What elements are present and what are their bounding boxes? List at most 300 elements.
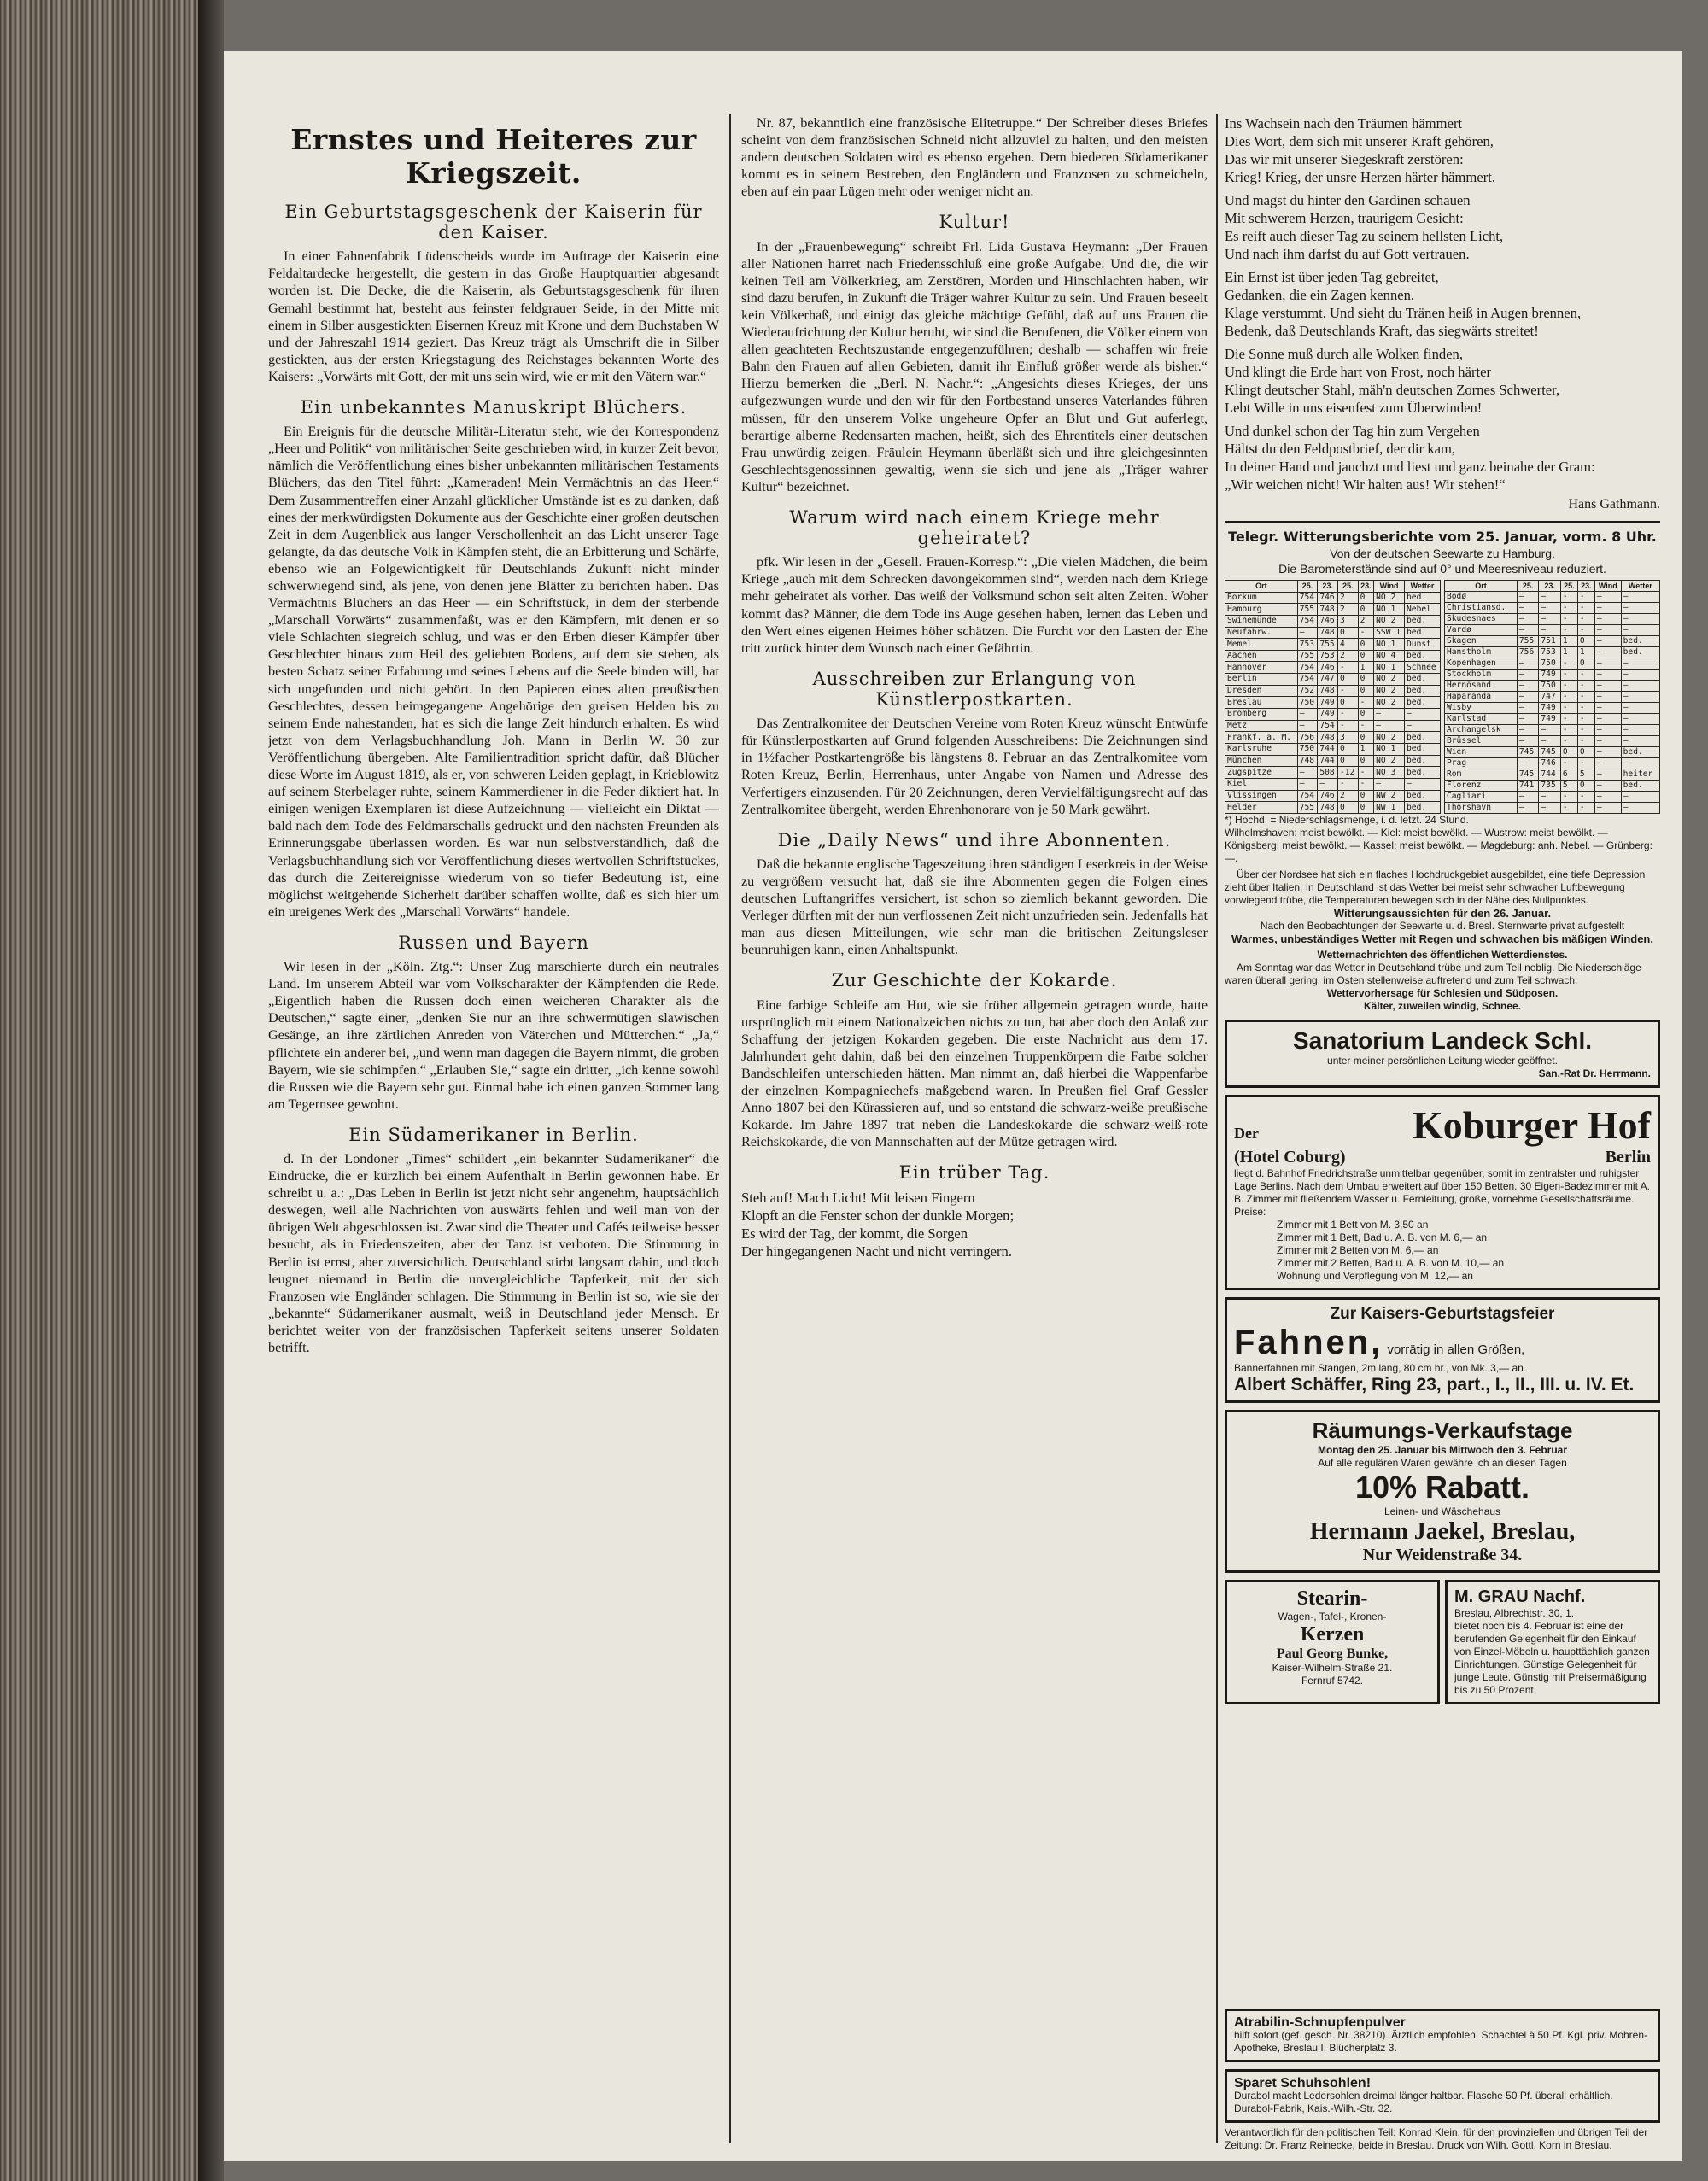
- weather-cell: -: [1560, 603, 1577, 614]
- weather-cell: 749: [1539, 714, 1561, 725]
- weather-header-cell: Wind: [1374, 581, 1405, 593]
- weather-cell: NO 2: [1374, 592, 1405, 604]
- weather-cell: —: [1621, 592, 1659, 603]
- weather-cell: Haparanda: [1445, 692, 1518, 703]
- column-2: [741, 114, 1208, 2143]
- weather-row: [1225, 674, 1441, 686]
- weather-cell: —: [1621, 736, 1659, 747]
- weather-cell: Skagen: [1445, 636, 1518, 647]
- weather-cell: Swinemünde: [1225, 615, 1298, 627]
- ad-price: Wohnung und Verpflegung von M. 12,— an: [1277, 1270, 1473, 1282]
- ad-koburger-hof: [1225, 1095, 1660, 1290]
- weather-cell: 745: [1517, 769, 1539, 781]
- weather-cell: —: [1594, 603, 1621, 614]
- weather-cell: —: [1539, 803, 1561, 814]
- weather-cell: 0: [1358, 755, 1374, 767]
- weather-header-row: [1445, 581, 1660, 592]
- weather-cell: 747: [1318, 674, 1338, 686]
- poem-line: Klingt deutscher Stahl, mäh'n deutschen Zornes Schwerter,: [1225, 382, 1560, 398]
- weather-cell: 0: [1338, 743, 1359, 755]
- ad-subheader: [1234, 1148, 1651, 1167]
- weather-cell: 750: [1297, 697, 1318, 709]
- ad-schuhsohlen: [1225, 2069, 1660, 2123]
- article: [268, 1125, 719, 1356]
- weather-row: [1445, 625, 1660, 636]
- weather-cell: —: [1517, 703, 1539, 714]
- article-body: Daß die bekannte englische Tageszeitung ihren ständigen Leserkreis in der Weise zu vergrößern versucht hat, daß sie ihre Abonnenten gegen die Folgen eines deutschen Luftangriffes versichert, ist schon so ziemlich bekannt geworden. Die Verleger dürften mit der nun verflossenen Zeit nicht unzufrieden sein. Jedenfalls hat man aus diesen Mitteilungen, wie sehr man die britischen Zeitungsleser beunruhigen kann, einen Anhaltspunkt.: [741, 856, 1208, 958]
- weather-cell: Karlstad: [1445, 714, 1518, 725]
- weather-cell: bed.: [1621, 747, 1659, 758]
- weather-cell: —: [1594, 625, 1621, 636]
- ad-price: Zimmer mit 2 Betten von M. 6,— an: [1277, 1244, 1439, 1256]
- poem-line: Das wir mit unserer Siegeskraft zerstören:: [1225, 151, 1464, 167]
- weather-cell: 750: [1539, 658, 1561, 670]
- weather-row: [1445, 769, 1660, 781]
- poem-line: Dies Wort, dem sich mit unserer Kraft gehören,: [1225, 133, 1494, 149]
- poem-line: Ins Wachsein nach den Träumen hämmert: [1225, 115, 1463, 132]
- weather-cell: -: [1560, 703, 1577, 714]
- weather-row: [1225, 592, 1441, 604]
- weather-cell: 0: [1358, 639, 1374, 651]
- weather-cell: —: [1621, 692, 1659, 703]
- weather-cell: -: [1560, 714, 1577, 725]
- weather-cell: bed.: [1405, 755, 1441, 767]
- page-footer: [1225, 2009, 1660, 2152]
- weather-row: [1445, 692, 1660, 703]
- weather-cell: -: [1560, 625, 1577, 636]
- weather-header-row: [1225, 581, 1441, 593]
- weather-cell: bed.: [1405, 697, 1441, 709]
- weather-cell: 746: [1539, 758, 1561, 769]
- weather-cell: NO 2: [1374, 732, 1405, 744]
- weather-cell: Hanstholm: [1445, 647, 1518, 658]
- page-gutter: [198, 0, 224, 2181]
- weather-cell: 0: [1577, 658, 1594, 670]
- poem-line: Die Sonne muß durch alle Wolken finden,: [1225, 346, 1464, 362]
- weather-cell: —: [1539, 725, 1561, 736]
- public-weather-text: Am Sonntag war das Wetter in Deutschland trübe und zum Teil neblig. Die Niederschläge waren überall gering, im Osten stellenweise auftretend und zum Teil schwach.: [1225, 962, 1641, 986]
- weather-cell: 0: [1338, 674, 1359, 686]
- weather-cell: NO 2: [1374, 674, 1405, 686]
- weather-cell: —: [1594, 658, 1621, 670]
- weather-cell: 0: [1358, 650, 1374, 662]
- weather-cell: 0: [1358, 709, 1374, 721]
- article-continuation: Nr. 87, bekanntlich eine französische Elitetruppe.“ Der Schreiber dieses Briefes scheint von dem französischen Schneid nicht allzuviel zu halten, und den meisten andern deutschen Soldaten wird es ebenso ergehen. Dem biederen Südamerikaner kommt es in seinem Bestreben, den Engländern und Franzosen zu schmeicheln, eben auf ein paar Lügen mehr oder weniger nicht an.: [741, 115, 1208, 200]
- weather-cell: 755: [1297, 604, 1318, 616]
- weather-cell: 744: [1318, 755, 1338, 767]
- weather-cell: Aachen: [1225, 650, 1298, 662]
- weather-cell: -: [1338, 778, 1359, 790]
- weather-cell: Wien: [1445, 747, 1518, 758]
- weather-cell: —: [1517, 792, 1539, 803]
- poem-title: Ein trüber Tag.: [898, 1162, 1050, 1184]
- weather-cell: 0: [1577, 781, 1594, 792]
- weather-cell: Florenz: [1445, 781, 1518, 792]
- weather-cell: -: [1577, 692, 1594, 703]
- weather-cell: heiter: [1621, 769, 1659, 781]
- weather-cell: —: [1405, 709, 1441, 721]
- weather-header-cell: Wetter: [1405, 581, 1441, 593]
- weather-cell: 0: [1338, 627, 1359, 639]
- weather-row: [1225, 720, 1441, 732]
- weather-cell: Karlsruhe: [1225, 743, 1298, 755]
- column-rule: [1216, 114, 1218, 2143]
- ad-text: liegt d. Bahnhof Friedrichstraße unmittelbar gegenüber, somit im zentralster und ruhigster Lage Berlins. Nach dem Umbau erweitert auf über 150 Betten. 30 Eigen-Badezimmer mit A. B. Zimmer mit fließendem Wasser u. Fernleitung, große, vornehme Gesellschaftsräume.: [1234, 1167, 1650, 1205]
- weather-cell: 748: [1318, 685, 1338, 697]
- weather-note: Die Barometerstände sind auf 0° und Meeresniveau reduziert.: [1278, 562, 1606, 576]
- weather-cell: Kiel: [1225, 778, 1298, 790]
- weather-header-cell: 25.: [1338, 581, 1359, 593]
- weather-cell: 749: [1539, 670, 1561, 681]
- weather-cell: —: [1594, 681, 1621, 692]
- column-1: [268, 114, 719, 2143]
- weather-row: [1225, 755, 1441, 767]
- weather-row: [1225, 662, 1441, 674]
- weather-cell: -: [1560, 692, 1577, 703]
- ad-line: Auf alle regulären Waren gewähre ich an diesen Tagen: [1318, 1457, 1567, 1469]
- weather-cell: 0: [1358, 732, 1374, 744]
- ad-title: Sanatorium Landeck Schl.: [1292, 1027, 1593, 1054]
- weather-cell: Memel: [1225, 639, 1298, 651]
- weather-cell: 6: [1560, 769, 1577, 781]
- weather-cell: 745: [1517, 747, 1539, 758]
- poem-line: Krieg! Krieg, der unsre Herzen härter hämmert.: [1225, 169, 1495, 185]
- weather-cell: 1: [1358, 662, 1374, 674]
- weather-row: [1225, 650, 1441, 662]
- weather-cell: —: [1517, 625, 1539, 636]
- forecast-source: Nach den Beobachtungen der Seewarte u. d. Bresl. Sternwarte privat aufgestellt: [1260, 920, 1625, 932]
- weather-cell: 753: [1318, 650, 1338, 662]
- ad-pre: Wagen-, Tafel-, Kronen-: [1278, 1611, 1387, 1623]
- weather-cell: -: [1577, 681, 1594, 692]
- weather-cell: -: [1577, 614, 1594, 625]
- article-title: Ausschreiben zur Erlangung von Künstlerpostkarten.: [812, 668, 1137, 710]
- weather-cell: —: [1594, 714, 1621, 725]
- weather-row: [1225, 604, 1441, 616]
- poem-signature: Hans Gathmann.: [1568, 497, 1660, 512]
- weather-cell: 746: [1318, 790, 1338, 802]
- ad-address: Kaiser-Wilhelm-Straße 21.: [1272, 1662, 1393, 1674]
- weather-row: [1225, 767, 1441, 779]
- weather-cell: —: [1374, 709, 1405, 721]
- weather-cell: Kopenhagen: [1445, 658, 1518, 670]
- weather-cell: bed.: [1405, 650, 1441, 662]
- weather-cell: -: [1338, 685, 1359, 697]
- weather-cell: bed.: [1405, 674, 1441, 686]
- weather-cell: -: [1577, 725, 1594, 736]
- weather-cell: bed.: [1405, 743, 1441, 755]
- weather-header-cell: Wetter: [1621, 581, 1659, 592]
- weather-row: [1445, 758, 1660, 769]
- weather-row: [1445, 603, 1660, 614]
- article-body: Ein Ereignis für die deutsche Militär-Literatur steht, wie der Korrespondenz „Heer und Politik“ von militärischer Seite geschrieben wird, in kurzer Zeit bevor, nämlich die Veröffentlichung eines bisher unbekannten militärischen Testaments Blüchers, das den Titel führt: „Kameraden! Mein Vermächtnis an das Heer.“ Dem Zusammentreffen einer Anzahl glücklicher Umstände ist es zu danken, daß eines der merkwürdigsten Dokumente aus der Geschichte einer großen deutschen Zeit in dem Augenblick aus langer Verschollenheit an das Licht unserer Tage gelangte, da das deutsche Volk in Kämpfen steht, die an Erbitterung und Schärfe, ebenso wie an Folgewichtigkeit für Deutschlands Zukunft nicht minder schwerwiegend sind, als jene, von denen jene Blätter zu berichten haben. Das Vermächtnis Blüchers an das Heer — ein Schriftstück, in dem der sterbende „Marschall Vorwärts“ zusammenfaßt, was er den Kämpfern, mit denen er so viele Schlachten siegreich schlug, und was er den Erben dieser Kämpfer über Geschlechter hinaus zum Heil des geliebten Bodens, auf dem sie stehen, als besten Schatz seiner Erfahrung und seines Lebens auf die Seele binden will, hat sich ungefunden und nicht gehört. In den Papieren eines alten preußischen Geschlechtes, dessen heimgegangene Angehörige den greisen Helden bis zu seinem Ende nahestanden, hat es sich die lange Zeit hindurch erhalten. Es wird jetzt von dem Verlagsbuchhandlung Joh. Mann in Berlin W. 30 zur Veröffentlichung übergeben. Alte Familientradition spricht dafür, daß Blücher diese Worte im August 1819, als er, von schweren Leiden geplagt, in Krieblowitz auf seinem Sterbelager ruhte, seinem Kammerdiener in die Feder diktiert hat. In einigen wenigen Exemplaren ist diese Aufzeichnung — vielleicht ein Diktat — bald nach dem Tode des Feldmarschalls gedruckt und den nächsten Freunden als Erinnerungsgabe überlassen worden. Es war nun selbstverständlich, daß die Verlagsbuchhandlung sich vor Veröffentlichung dieses wertvollen Schriftstückes, das durch die Zeitereignisse wiederum von so tiefer Bedeutung ist, eine möglichst weitgehende Sicherheit darüber schaffen wollte, daß es sich hier um ein ureigenes Werk des „Marschall Vorwärts“ handele.: [268, 424, 719, 920]
- weather-tables: [1225, 580, 1660, 814]
- weather-row: [1225, 639, 1441, 651]
- weather-cell: —: [1594, 758, 1621, 769]
- ad-firm: Albert Schäffer, Ring 23, part., I., II., III. u. IV. Et.: [1234, 1375, 1635, 1395]
- ad-subtitle: (Hotel Coburg): [1234, 1148, 1346, 1167]
- weather-cell: Borkum: [1225, 592, 1298, 604]
- weather-row: [1445, 736, 1660, 747]
- weather-cell: —: [1594, 769, 1621, 781]
- weather-cell: 748: [1318, 627, 1338, 639]
- article: [741, 669, 1208, 818]
- ad-top: Zur Kaisers-Geburtstagsfeier: [1330, 1305, 1555, 1323]
- weather-cell: 750: [1297, 743, 1318, 755]
- weather-cell: Bodø: [1445, 592, 1518, 603]
- weather-cell: 2: [1338, 592, 1359, 604]
- weather-cell: —: [1539, 625, 1561, 636]
- weather-cell: 746: [1318, 662, 1338, 674]
- weather-header-cell: 25.: [1560, 581, 1577, 592]
- weather-cell: —: [1517, 736, 1539, 747]
- weather-cell: Neufahrw.: [1225, 627, 1298, 639]
- weather-cell: -: [1560, 681, 1577, 692]
- ad-header: [1234, 1102, 1651, 1148]
- weather-cell: bed.: [1405, 790, 1441, 802]
- weather-header-cell: Ort: [1225, 581, 1298, 593]
- weather-cell: Vlissingen: [1225, 790, 1298, 802]
- weather-cell: -: [1577, 592, 1594, 603]
- weather-cell: 0: [1358, 802, 1374, 814]
- weather-cell: —: [1405, 720, 1441, 732]
- weather-row: [1445, 636, 1660, 647]
- article-body: In der „Frauenbewegung“ schreibt Frl. Lida Gustava Heymann: „Der Frauen aller Nationen harret nach Friedensschluß eine große Aufgabe. Und die, die wir keinen Teil am Völkerkrieg, am Zerstören, Morden und Hinschlachten haben, wir sind dazu berufen, in Zukunft die Träger wahrer Kultur zu sein. Und Frauen beseelt kein Völkerhaß, und einigt das gleiche mächtige Gefühl, daß auf uns Frauen die Wiederaufrichtung der Kultur beruht, wir sind die Berufenen, die Völker einem von allen geachteten Rechtszustande entgegenzuführen; deshalb — schaffen wir freie Bahn den Frauen auf allen Gebieten, damit ihr Einfluß größer werde als bisher.“ Hierzu bemerken die „Berl. N. Nachr.“: „Angesichts dieses Krieges, der uns aufgezwungen wurde und den wir für den Fortbestand unseres Vaterlandes führen müssen, für den unserem Volke ungeheure Opfer an Blut und Gut auferlegt, berartige alberne Redensarten machen, heißt, sich des Ehrentitels einer deutschen Frau unwürdig zeigen. Fräulein Heymann überläßt sich und ihre gleichgesinnten Geschlechtsgenossinnen gewaltig, wenn sie sich und jene als „Träger wahrer Kultur“ bezeichnet.: [741, 238, 1208, 494]
- weather-row: [1225, 685, 1441, 697]
- weather-cell: 1: [1560, 636, 1577, 647]
- weather-cell: Breslau: [1225, 697, 1298, 709]
- weather-cell: NO 1: [1374, 662, 1405, 674]
- article-title: Die „Daily News“ und ihre Abonnenten.: [777, 829, 1172, 851]
- poem-line: Steh auf! Mach Licht! Mit leisen Fingern: [741, 1189, 975, 1206]
- weather-cell: —: [1517, 670, 1539, 681]
- ad-title: Sparet Schuhsohlen!: [1234, 2076, 1372, 2090]
- weather-cell: 747: [1539, 692, 1561, 703]
- weather-cell: NO 1: [1374, 639, 1405, 651]
- article: [741, 507, 1208, 657]
- article-body: Das Zentralkomitee der Deutschen Vereine vom Roten Kreuz wünscht Entwürfe für Künstlerpostkarten auf Grund folgenden Ausschreibens: Die Zeichnungen sind in 1½facher Postkartengröße bis längstens 8. Februar an das Zentralkomitee vom Roten Kreuz, Berlin, Herrenhaus, unter Angabe von Namen und Adresse des Verfertigers einzusenden. Für 20 Zeichnungen, deren Vervielfältigungsrecht auf das Zentralkomitee übergeht, werden Ehrenhonorare von je 50 Mark gewährt.: [741, 716, 1208, 817]
- weather-table-left: [1225, 580, 1441, 814]
- weather-cell: Metz: [1225, 720, 1298, 732]
- weather-cell: 0: [1338, 697, 1359, 709]
- weather-cell: -: [1577, 792, 1594, 803]
- weather-cell: —: [1297, 778, 1318, 790]
- poem-line: In deiner Hand und jauchzt und liest und ganz beinahe der Gram:: [1225, 459, 1595, 475]
- weather-row: [1445, 614, 1660, 625]
- weather-row: [1225, 697, 1441, 709]
- ad-firm: Paul Georg Bunke,: [1276, 1646, 1389, 1661]
- weather-cell: -: [1358, 627, 1374, 639]
- ad-tail: vorrätig in allen Größen,: [1387, 1342, 1525, 1357]
- poem-line: Gedanken, die ein Zagen kennen.: [1225, 287, 1415, 303]
- weather-cell: 749: [1539, 703, 1561, 714]
- article-body: pfk. Wir lesen in der „Gesell. Frauen-Korresp.“: „Die vielen Mädchen, die beim Kriege „auch mit dem Schrecken davongekommen sind“, werden nach dem Kriege mehr geheiratet als vorher. Das weiß der Volksmund schon seit alten Zeiten. Woher kommt das? Männer, die dem Tode ins Auge gesehen haben, lernen das Leben und den Wert eines eigenen Heimes höher schätzen. Die Furcht vor den Lasten der Ehe tritt zurück hinter dem Wunsch nach einer Gefährtin.: [741, 554, 1208, 656]
- weather-cell: —: [1517, 603, 1539, 614]
- weather-cell: —: [1621, 625, 1659, 636]
- weather-cell: 749: [1318, 709, 1338, 721]
- ad-title: Fahnen,: [1234, 1324, 1383, 1361]
- weather-cell: —: [1539, 603, 1561, 614]
- ad-headline: [1234, 1324, 1651, 1362]
- weather-cell: -: [1560, 758, 1577, 769]
- weather-cell: Frankf. a. M.: [1225, 732, 1298, 744]
- weather-cell: Dresden: [1225, 685, 1298, 697]
- column-3: [1225, 114, 1660, 2143]
- weather-cell: —: [1517, 714, 1539, 725]
- weather-cell: NO 2: [1374, 697, 1405, 709]
- weather-cell: —: [1517, 692, 1539, 703]
- poem: [741, 1162, 1208, 1260]
- weather-cell: -: [1358, 697, 1374, 709]
- weather-cell: Brüssel: [1445, 736, 1518, 747]
- weather-header-cell: Ort: [1445, 581, 1518, 592]
- weather-cell: Archangelsk: [1445, 725, 1518, 736]
- weather-cell: —: [1405, 778, 1441, 790]
- weather-header-cell: 25.: [1297, 581, 1318, 593]
- forecast-title: Witterungsaussichten für den 26. Januar.: [1333, 907, 1552, 920]
- weather-header-cell: 23.: [1577, 581, 1594, 592]
- weather-header-cell: 23.: [1539, 581, 1561, 592]
- ad-stearin: [1225, 1580, 1440, 1704]
- weather-cell: —: [1374, 778, 1405, 790]
- weather-cell: —: [1594, 736, 1621, 747]
- weather-footnote: *) Hochd. = Niederschlagsmenge, i. d. letzt. 24 Stund.: [1225, 814, 1469, 826]
- weather-cell: Cagliari: [1445, 792, 1518, 803]
- weather-cell: -: [1338, 662, 1359, 674]
- weather-cell: bed.: [1621, 636, 1659, 647]
- weather-cell: -: [1358, 767, 1374, 779]
- weather-cell: —: [1621, 603, 1659, 614]
- weather-cell: 0: [1358, 685, 1374, 697]
- ad-title: Atrabilin-Schnupfenpulver: [1234, 2015, 1406, 2030]
- weather-cell: -: [1560, 803, 1577, 814]
- forecast-text: Warmes, unbeständiges Wetter mit Regen und schwachen bis mäßigen Winden.: [1231, 933, 1653, 945]
- weather-cell: 754: [1297, 615, 1318, 627]
- article-title: Ein Südamerikaner in Berlin.: [348, 1124, 639, 1145]
- weather-row: [1445, 592, 1660, 603]
- weather-cell: 0: [1358, 592, 1374, 604]
- weather-cell: -: [1560, 658, 1577, 670]
- poem-line: Mit schwerem Herzen, traurigem Gesicht:: [1225, 210, 1464, 226]
- weather-cell: -: [1560, 592, 1577, 603]
- weather-row: [1445, 803, 1660, 814]
- weather-cell: —: [1621, 658, 1659, 670]
- weather-cell: 755: [1297, 650, 1318, 662]
- weather-cell: —: [1517, 681, 1539, 692]
- ad-title: Räumungs-Verkaufstage: [1312, 1418, 1573, 1443]
- weather-text: Über der Nordsee hat sich ein flaches Hochdruckgebiet ausgebildet, eine tiefe Depression zieht über Italien. In Deutschland ist das Wetter bei meist sehr schwacher Luftbewegung vorwiegend trübe, die Temperaturen bewegen sich in der Nähe des Nullpunktes.: [1225, 868, 1646, 906]
- weather-cell: -: [1577, 603, 1594, 614]
- ad-city: Berlin: [1605, 1148, 1651, 1167]
- article-title: Ein Geburtstagsgeschenk der Kaiserin für den Kaiser.: [284, 202, 703, 243]
- weather-cell: 741: [1517, 781, 1539, 792]
- weather-header-cell: 23.: [1358, 581, 1374, 593]
- poem-line: „Wir weichen nicht! Wir halten aus! Wir stehen!“: [1225, 477, 1506, 493]
- weather-cell: NO 2: [1374, 615, 1405, 627]
- ad-prices-label: Preise:: [1234, 1206, 1266, 1218]
- weather-cell: 3: [1338, 732, 1359, 744]
- weather-row: [1225, 615, 1441, 627]
- weather-cell: Dunst: [1405, 639, 1441, 651]
- ad-firm: Hermann Jaekel, Breslau,: [1309, 1518, 1576, 1545]
- weather-cell: —: [1621, 725, 1659, 736]
- weather-cell: bed.: [1405, 732, 1441, 744]
- weather-cell: 745: [1539, 747, 1561, 758]
- weather-cell: bed.: [1405, 685, 1441, 697]
- weather-cell: 754: [1297, 662, 1318, 674]
- weather-cell: Helder: [1225, 802, 1298, 814]
- weather-cell: —: [1594, 670, 1621, 681]
- ad-dates: Montag den 25. Januar bis Mittwoch den 3. Februar: [1317, 1444, 1568, 1456]
- ad-price: Zimmer mit 1 Bett, Bad u. A. B. von M. 6,— an: [1277, 1231, 1488, 1243]
- weather-cell: —: [1594, 592, 1621, 603]
- weather-cell: Wisby: [1445, 703, 1518, 714]
- weather-cell: bed.: [1621, 781, 1659, 792]
- ad-text: Durabol macht Ledersohlen dreimal länger haltbar. Flasche 50 Pf. überall erhältlich. Durabol-Fabrik, Kais.-Wilh.-Str. 32.: [1234, 2090, 1613, 2114]
- ad-doctor: San.-Rat Dr. Herrmann.: [1538, 1067, 1651, 1079]
- weather-cell: 744: [1318, 743, 1338, 755]
- book-spine: [0, 0, 198, 2181]
- weather-cell: 748: [1318, 732, 1338, 744]
- weather-cell: 751: [1539, 636, 1561, 647]
- weather-cell: -: [1338, 709, 1359, 721]
- weather-cell: NO 4: [1374, 650, 1405, 662]
- weather-cell: Bromberg: [1225, 709, 1298, 721]
- weather-table-right: [1444, 580, 1660, 814]
- weather-cell: Nebel: [1405, 604, 1441, 616]
- weather-cell: —: [1594, 747, 1621, 758]
- ad-title: Koburger Hof: [1413, 1103, 1651, 1147]
- weather-cell: —: [1594, 792, 1621, 803]
- weather-cell: -: [1560, 725, 1577, 736]
- weather-cell: bed.: [1405, 627, 1441, 639]
- weather-row: [1445, 792, 1660, 803]
- article-body: Wir lesen in der „Köln. Ztg.“: Unser Zug marschierte durch ein neutrales Land. Im unserem Abteil war vom Volkscharakter der Kämpfenden die Rede. „Eigentlich haben die Russen doch einen weicheren Charakter als die Deutschen,“ sagte einer, „denken Sie nur an ihre schwermütigen slawischen Gesänge, an ihre zärtlichen Anreden von Väterchen und Mütterchen.“ „Ja,“ pflichtete ein anderer bei, „und wenn man dagegen die Bayern nimmt, die groben Bayern, wie sie schimpfen.“ „Erlauben Sie,“ sagte ein dritter, „ich kenne sowohl die Russen wie die Bayern sehr gut. Einmal habe ich einen ganzen Sommer lang am Tegernsee gewohnt.: [268, 959, 719, 1112]
- section-masthead: Ernstes und Heiteres zur Kriegszeit.: [290, 123, 697, 190]
- weather-row: [1445, 647, 1660, 658]
- weather-cell: 3: [1338, 615, 1359, 627]
- regional-forecast-text: Kälter, zuweilen windig, Schnee.: [1363, 1000, 1522, 1012]
- weather-subtitle: Von der deutschen Seewarte zu Hamburg.: [1330, 547, 1555, 560]
- ad-text: bietet noch bis 4. Februar ist eine der berufenden Gelegenheit für den Einkauf von Einzel-Möbeln u. haupttächlich ganzen Einrichtungen. Günstige Gelegenheit für junge Leute. Günstig mit Preisermäßigung bis zu 50 Prozent.: [1454, 1620, 1650, 1696]
- weather-cell: —: [1374, 720, 1405, 732]
- weather-cell: 748: [1318, 802, 1338, 814]
- weather-cell: Christiansd.: [1445, 603, 1518, 614]
- regional-forecast-title: Wettervorhersage für Schlesien und Südposen.: [1326, 987, 1559, 999]
- weather-cell: Berlin: [1225, 674, 1298, 686]
- article-body: Eine farbige Schleife am Hut, wie sie früher allgemein getragen wurde, hatte ursprünglich mit einem Nationalzeichen nichts zu tun, hat aber doch den Anlaß zur Schaffung der jetzigen Kokarden gegeben. Die erste Nachricht aus dem 17. Jahrhundert geht dahin, daß bei den einzelnen Truppenkörpern die Farbe solcher Bandschleifen unterschieden hätten. Man nimmt an, daß hierbei die Wappenfarbe der einzelnen Kompagniechefs maßgebend waren. In Preußen fiel Graf Gessler Anno 1807 bei den Kürassieren auf, und so entstand die schwarz-weiße preußische Kokarde. Im Jahre 1897 trat neben die Landeskokarde die schwarz-weiß-rote Reichskokarde, die von Mannschaften auf der Mütze getragen wird.: [741, 997, 1208, 1150]
- weather-cell: 746: [1318, 615, 1338, 627]
- weather-cell: 2: [1338, 604, 1359, 616]
- weather-header-cell: 25.: [1517, 581, 1539, 592]
- weather-cell: 753: [1297, 639, 1318, 651]
- ad-price: Zimmer mit 2 Betten, Bad u. A. B. von M. 10,— an: [1277, 1257, 1505, 1269]
- weather-cell: 735: [1539, 781, 1561, 792]
- weather-row: [1225, 802, 1441, 814]
- weather-cell: -: [1358, 720, 1374, 732]
- ad-title-2: Kerzen: [1300, 1623, 1365, 1646]
- ad-discount: 10% Rabatt.: [1354, 1470, 1530, 1505]
- weather-cell: —: [1318, 778, 1338, 790]
- weather-cell: —: [1539, 614, 1561, 625]
- weather-cell: 0: [1358, 790, 1374, 802]
- weather-cell: 755: [1297, 802, 1318, 814]
- weather-cell: -: [1560, 614, 1577, 625]
- ad-atrabilin: [1225, 2009, 1660, 2062]
- weather-cell: 756: [1297, 732, 1318, 744]
- ad-fahnen: [1225, 1297, 1660, 1403]
- weather-cell: —: [1517, 725, 1539, 736]
